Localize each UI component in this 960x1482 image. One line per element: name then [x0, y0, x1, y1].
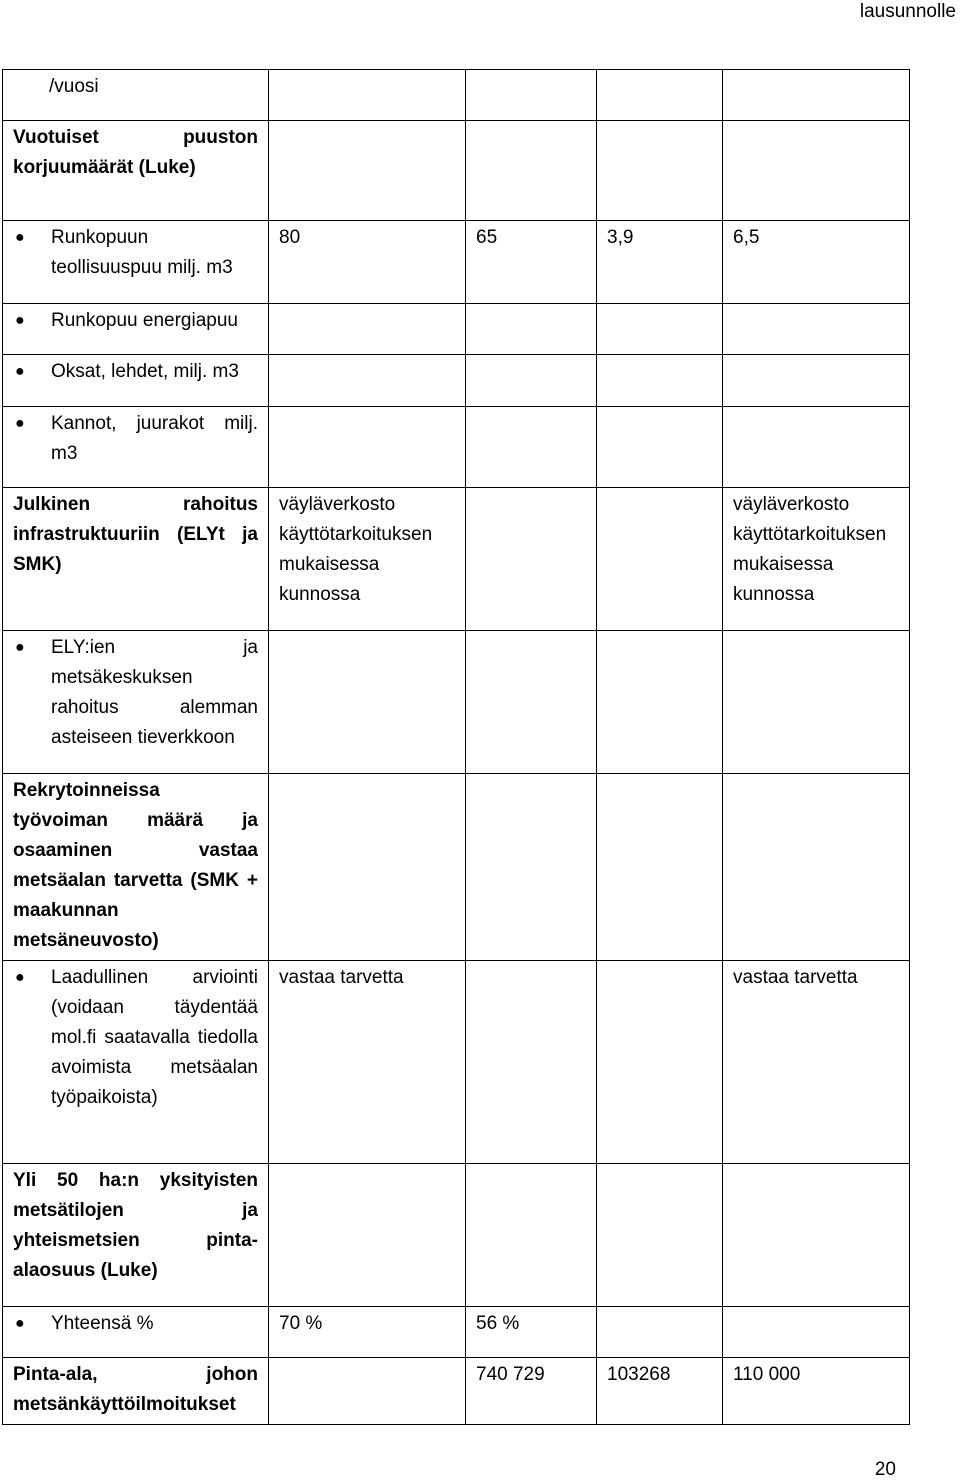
- bullet-icon: ●: [15, 415, 25, 432]
- row-label: Pinta-ala, johon metsänkäyttöilmoitukset: [3, 1358, 269, 1425]
- table-cell: väyläverkosto käyttötarkoituksen mukaisessa kunnossa: [723, 488, 910, 631]
- row-label: /vuosi: [3, 70, 269, 121]
- table-cell: 80: [269, 221, 466, 304]
- table-cell: [597, 304, 723, 355]
- table-cell: [466, 774, 597, 961]
- table-cell: [466, 631, 597, 774]
- table-cell: [597, 631, 723, 774]
- table-cell: [269, 70, 466, 121]
- table-cell: [597, 121, 723, 221]
- table-cell: 6,5: [723, 221, 910, 304]
- document-header: lausunnolle: [859, 1, 956, 22]
- row-label: ● Runkopuun teollisuuspuu milj. m3: [3, 221, 269, 304]
- table-cell: [466, 961, 597, 1164]
- table-cell: [466, 488, 597, 631]
- row-label: ● Kannot, juurakot milj. m3: [3, 407, 269, 488]
- table-cell: [269, 355, 466, 407]
- table-cell: [723, 1307, 910, 1358]
- table-cell: [269, 631, 466, 774]
- row-label: ● Runkopuu energiapuu: [3, 304, 269, 355]
- table-cell: väyläverkosto käyttötarkoituksen mukaisessa kunnossa: [269, 488, 466, 631]
- page-number: 20: [874, 1459, 896, 1480]
- table-cell: [269, 1358, 466, 1425]
- table-cell: 56 %: [466, 1307, 597, 1358]
- table-cell: [723, 1164, 910, 1307]
- table-cell: [597, 1164, 723, 1307]
- row-label: Julkinen rahoitus infrastruktuuriin (ELYt ja SMK): [3, 488, 269, 631]
- row-label: Yli 50 ha:n yksityisten metsätilojen ja yhteismetsien pinta-alaosuus (Luke): [3, 1164, 269, 1307]
- table-cell: [269, 774, 466, 961]
- table-cell: [466, 304, 597, 355]
- table-cell: [466, 70, 597, 121]
- row-label: ● ELY:ien ja metsäkeskuksen rahoitus alemman asteiseen tieverkkoon: [3, 631, 269, 774]
- table-cell: [597, 488, 723, 631]
- table-row: [3, 70, 910, 121]
- table-row: [3, 631, 910, 774]
- table-row: [3, 407, 910, 488]
- table-cell: [597, 407, 723, 488]
- row-label: Vuotuiset puuston korjuumäärät (Luke): [3, 121, 269, 221]
- table-row: [3, 1307, 910, 1358]
- table-row: [3, 961, 910, 1164]
- table-cell: [723, 70, 910, 121]
- bullet-icon: ●: [15, 363, 25, 380]
- table-cell: 70 %: [269, 1307, 466, 1358]
- table-row: [3, 1164, 910, 1307]
- table-cell: [466, 121, 597, 221]
- row-label: ● Oksat, lehdet, milj. m3: [3, 355, 269, 407]
- table-cell: vastaa tarvetta: [723, 961, 910, 1164]
- table-cell: [269, 1164, 466, 1307]
- table-cell: [723, 774, 910, 961]
- row-label: ● Laadullinen arviointi (voidaan täydentää mol.fi saatavalla tiedolla avoimista metsäalan työpaikoista): [3, 961, 269, 1164]
- table-cell: 103268: [597, 1358, 723, 1425]
- table-cell: [597, 355, 723, 407]
- table-cell: [723, 631, 910, 774]
- table-cell: [597, 1307, 723, 1358]
- table-cell: [597, 774, 723, 961]
- table-cell: [597, 961, 723, 1164]
- row-label: Rekrytoinneissa työvoiman määrä ja osaaminen vastaa metsäalan tarvetta (SMK + maakunnan metsäneuvosto): [3, 774, 269, 961]
- table-cell: 110 000: [723, 1358, 910, 1425]
- table-row: [3, 1358, 910, 1425]
- table-row: [3, 355, 910, 407]
- bullet-icon: ●: [15, 969, 25, 986]
- table-row: [3, 304, 910, 355]
- table-cell: 65: [466, 221, 597, 304]
- table-cell: [723, 355, 910, 407]
- table-cell: [269, 304, 466, 355]
- indicator-table: [2, 69, 910, 1425]
- bullet-icon: ●: [15, 229, 25, 246]
- bullet-icon: ●: [15, 639, 25, 656]
- bullet-icon: ●: [15, 1315, 25, 1332]
- bullet-icon: ●: [15, 312, 25, 329]
- table-cell: vastaa tarvetta: [269, 961, 466, 1164]
- table-row: [3, 221, 910, 304]
- table-row: [3, 488, 910, 631]
- row-label: ● Yhteensä %: [3, 1307, 269, 1358]
- table-row: [3, 121, 910, 221]
- table-cell: [466, 1164, 597, 1307]
- table-cell: [723, 407, 910, 488]
- table-cell: 3,9: [597, 221, 723, 304]
- table-cell: 740 729: [466, 1358, 597, 1425]
- table-cell: [597, 70, 723, 121]
- table-cell: [269, 407, 466, 488]
- table-cell: [723, 121, 910, 221]
- table-row: [3, 774, 910, 961]
- table-cell: [269, 121, 466, 221]
- table-cell: [466, 407, 597, 488]
- table-cell: [723, 304, 910, 355]
- table-cell: [466, 355, 597, 407]
